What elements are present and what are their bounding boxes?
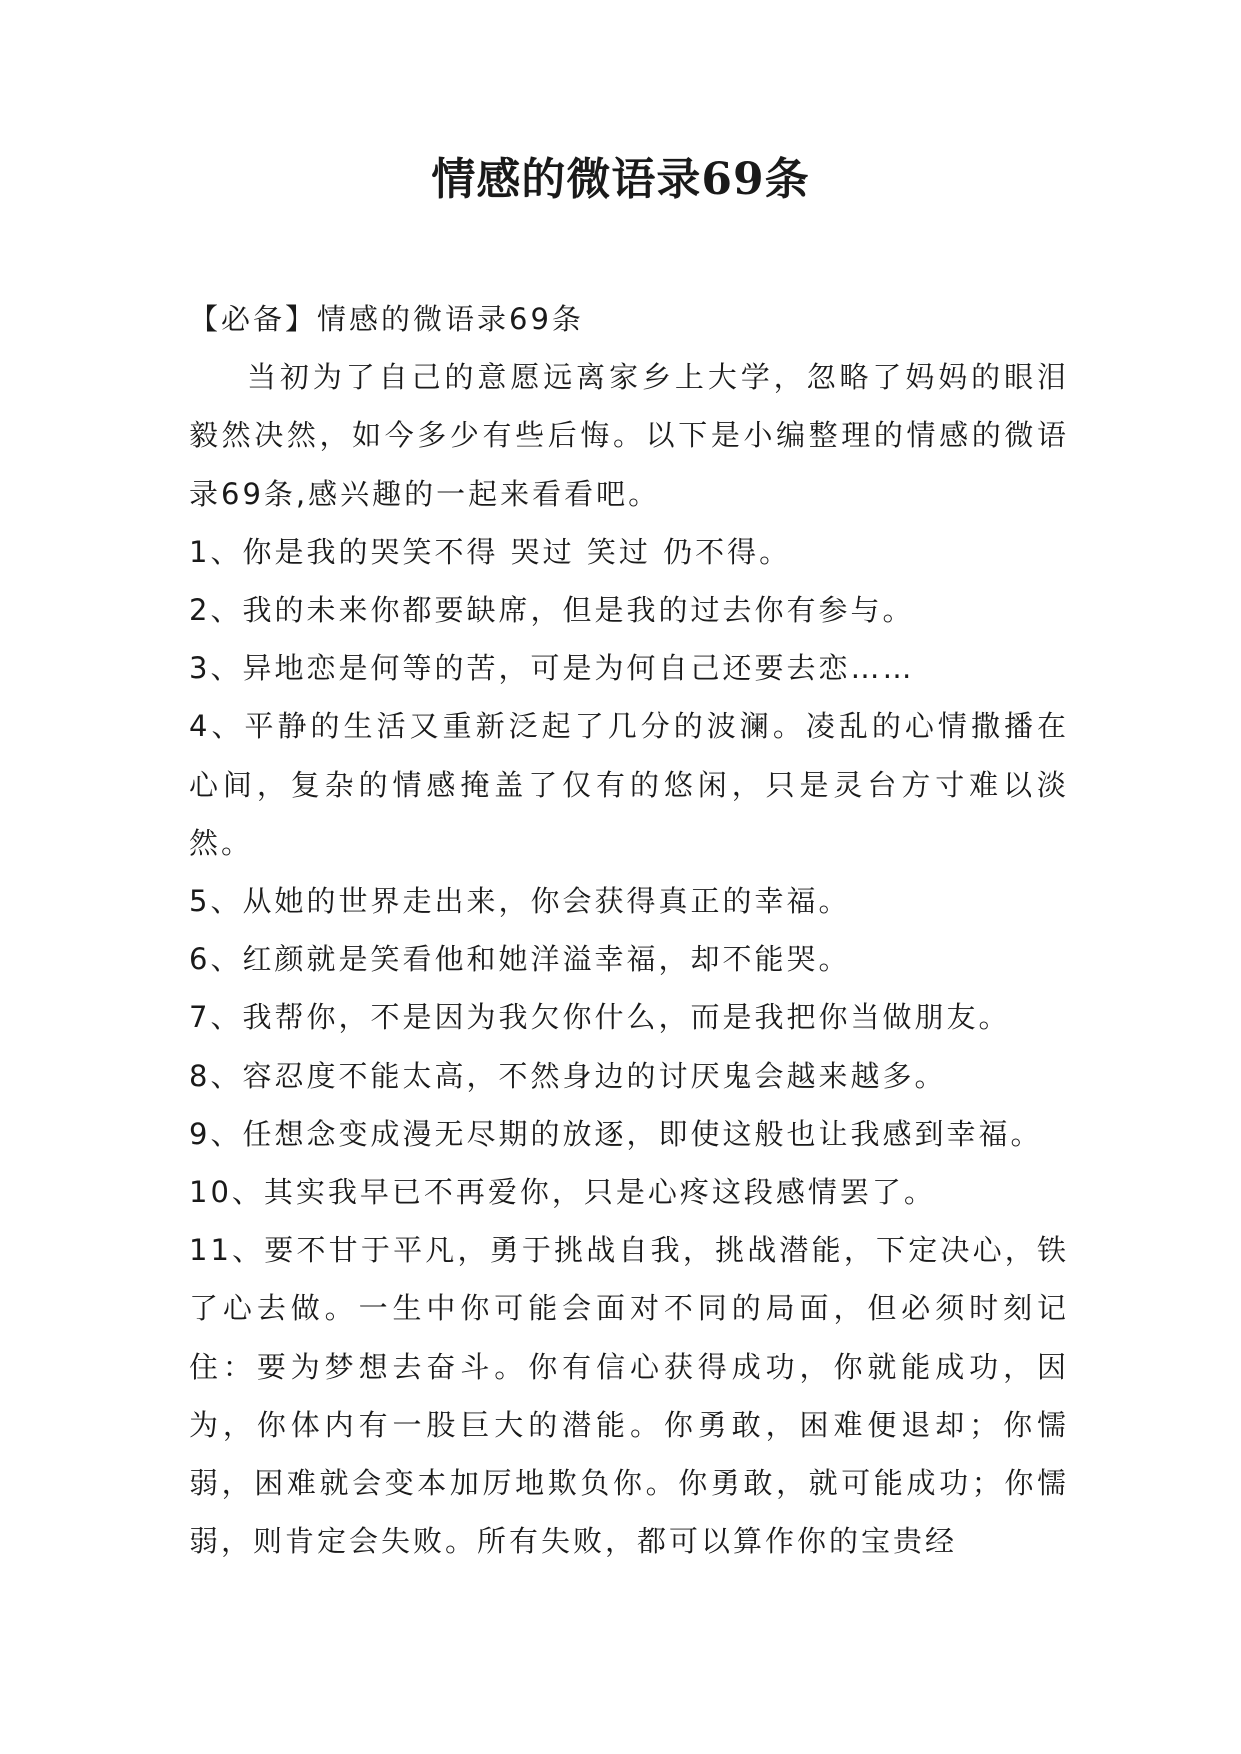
- document-title: 情感的微语录69条: [431, 154, 810, 205]
- list-item: 9、任想念变成漫无尽期的放逐，即使这般也让我感到幸福。: [189, 1116, 1043, 1151]
- list-item: 2、我的未来你都要缺席，但是我的过去你有参与。: [189, 593, 915, 628]
- list-item: 4、平静的生活又重新泛起了几分的波澜。凌乱的心情撒播在心间，复杂的情感掩盖了仅有的悠闲，只是灵台方寸难以淡然。: [189, 709, 1069, 860]
- list-item: 7、我帮你，不是因为我欠你什么，而是我把你当做朋友。: [189, 1000, 1011, 1035]
- intro-paragraph: 当初为了自己的意愿远离家乡上大学，忽略了妈妈的眼泪毅然决然，如今多少有些后悔。以下是小编整理的情感的微语录69条,感兴趣的一起来看看吧。: [189, 360, 1069, 511]
- list-item: 3、异地恋是何等的苦，可是为何自己还要去恋……: [189, 651, 915, 686]
- list-item: 6、红颜就是笑看他和她洋溢幸福，却不能哭。: [189, 942, 851, 977]
- document-subtitle: 【必备】情感的微语录69条: [189, 302, 584, 336]
- document-body: [189, 290, 1069, 1570]
- list-item: 8、容忍度不能太高，不然身边的讨厌鬼会越来越多。: [189, 1058, 947, 1093]
- list-item: 5、从她的世界走出来，你会获得真正的幸福。: [189, 884, 851, 919]
- list-item: 10、其实我早已不再爱你，只是心疼这段感情罢了。: [189, 1175, 936, 1210]
- list-item: 11、要不甘于平凡，勇于挑战自我，挑战潜能，下定决心，铁了心去做。一生中你可能会面对不同的局面，但必须时刻记住：要为梦想去奋斗。你有信心获得成功，你就能成功，因为，你体内有一股巨大的潜能。你勇敢，困难便退却；你懦弱，困难就会变本加厉地欺负你。你勇敢，就可能成功；你懦弱，则肯定会失败。所有失败，都可以算作你的宝贵经: [189, 1233, 1069, 1559]
- list-item: 1、你是我的哭笑不得 哭过 笑过 仍不得。: [189, 534, 792, 569]
